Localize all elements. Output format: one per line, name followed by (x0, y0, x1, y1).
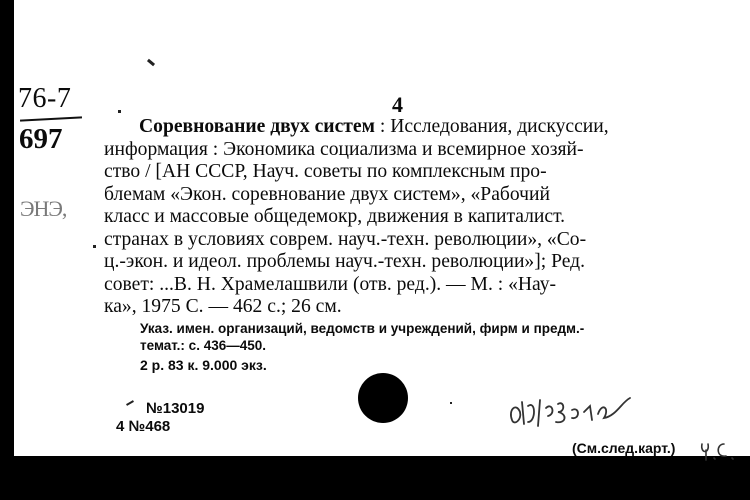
ink-speck (147, 59, 155, 66)
price-print-run: 2 р. 83 к. 9.000 экз. (140, 357, 267, 373)
ink-speck (118, 110, 121, 113)
entry-line: странах в условиях соврем. науч.-техн. революции», «Со- (104, 228, 587, 250)
card-number: №13019 (146, 400, 205, 417)
ink-speck (126, 400, 134, 406)
entry-line: ц.-экон. и идеол. проблемы науч.-техн. революции»]; Ред. (104, 251, 586, 272)
ink-blot (358, 373, 408, 423)
card-number-secondary: 4 №468 (116, 418, 171, 435)
card-bottom-edge (0, 456, 750, 500)
entry-line: совет: ...В. Н. Храмелашвили (отв. ред.). — М. : «Нау- (104, 273, 557, 295)
entry-line-1 (104, 116, 706, 139)
handwritten-initials-icon (698, 438, 742, 462)
continuation-note: (См.след.карт.) (572, 440, 676, 456)
index-note-line-2: темат.: с. 436—450. (140, 338, 266, 353)
shelfmark-divider (20, 116, 82, 121)
shelfmark-line2: 697 (19, 123, 63, 155)
entry-line: класс и массовые общедемокр, движения в капиталист. (104, 206, 566, 227)
ink-speck (450, 402, 452, 404)
card-left-edge (0, 0, 14, 460)
entry-line: ка», 1975 С. — 462 с.; 26 см. (104, 296, 342, 317)
entry-title-rest: : Исследования, дискуссии, (374, 116, 609, 137)
bibliographic-entry (104, 116, 706, 319)
entry-line: ство / [АН СССР, Науч. советы по комплексным про- (104, 161, 547, 182)
index-note (140, 320, 720, 354)
handwritten-note-icon (506, 392, 641, 432)
ink-speck (93, 245, 96, 248)
entry-line: блемам «Экон. соревнование двух систем», «Рабочий (104, 183, 550, 205)
index-note-line-1: Указ. имен. организаций, ведомств и учреждений, фирм и предм.- (140, 321, 585, 336)
faded-stamp: ЭНЭ, (20, 196, 67, 221)
entry-title: Соревнование двух систем (139, 116, 375, 137)
shelfmark-line1: 76-7 (18, 83, 72, 114)
top-mark: 4 (392, 92, 403, 117)
entry-line: информация : Экономика социализма и всемирное хозяй- (104, 138, 584, 160)
